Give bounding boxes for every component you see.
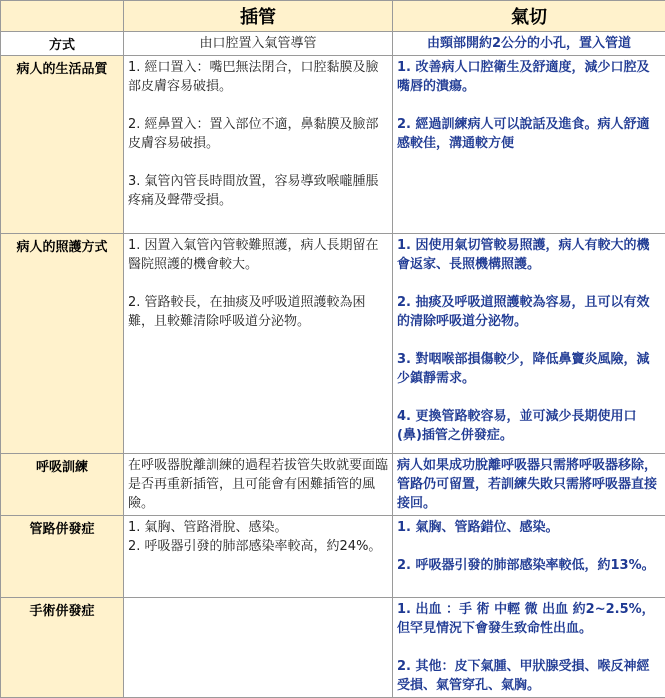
cell-text: 2. 經鼻置入：置入部位不適，鼻黏膜及臉部皮膚容易破損。 (128, 115, 388, 153)
intubation-cell (124, 516, 393, 598)
row-breathing-training (1, 454, 665, 516)
row-label: 手術併發症 (1, 598, 124, 698)
row-surgical-complications (1, 598, 665, 698)
row-tubing-complications (1, 516, 665, 598)
row-label: 病人的照護方式 (1, 234, 124, 454)
cell-text: 1. 出血 ：手 術 中輕 微 出血 約2~2.5%，但罕見情況下會發生致命性出血。 (397, 600, 661, 638)
method-label: 方式 (1, 32, 124, 56)
tracheotomy-cell (393, 454, 665, 516)
cell-text: 3. 對咽喉部損傷較少，降低鼻竇炎風險，減少鎮靜需求。 (397, 350, 661, 388)
method-tracheotomy: 由頸部開約2公分的小孔，置入管道 (393, 32, 665, 56)
method-row (1, 32, 665, 56)
intubation-cell (124, 234, 393, 454)
cell-text: 2. 呼吸器引發的肺部感染率較高，約24%。 (128, 537, 388, 556)
row-label: 呼吸訓練 (1, 454, 124, 516)
intubation-cell (124, 598, 393, 698)
row-label: 管路併發症 (1, 516, 124, 598)
cell-text: 在呼吸器脫離訓練的過程若拔管失敗就要面臨是否再重新插管，且可能會有困難插管的風險。 (128, 456, 388, 513)
cell-text: 2. 呼吸器引發的肺部感染率較低，約13%。 (397, 556, 661, 575)
header-intubation: 插管 (124, 1, 393, 32)
intubation-cell (124, 56, 393, 234)
cell-text: 2. 經過訓練病人可以說話及進食。病人舒適感較佳，溝通較方便 (397, 115, 661, 153)
header-tracheotomy: 氣切 (393, 1, 665, 32)
cell-text: 4. 更換管路較容易，並可減少長期使用口(鼻)插管之併發症。 (397, 407, 661, 445)
cell-text: 1. 因置入氣管內管較難照護，病人長期留在醫院照護的機會較大。 (128, 236, 388, 274)
row-quality-of-life (1, 56, 665, 234)
tracheotomy-cell (393, 56, 665, 234)
tracheotomy-cell (393, 234, 665, 454)
header-blank (1, 1, 124, 32)
cell-text: 病人如果成功脫離呼吸器只需將呼吸器移除，管路仍可留置，若訓練失敗只需將呼吸器直接接回。 (397, 456, 661, 513)
cell-text: 3. 氣管內管長時間放置，容易導致喉嚨腫脹疼痛及聲帶受損。 (128, 172, 388, 210)
row-care-method (1, 234, 665, 454)
cell-text: 2. 其他：皮下氣腫、甲狀腺受損、喉反神經受損、氣管穿孔、氣胸。 (397, 657, 661, 695)
method-intubation: 由口腔置入氣管導管 (124, 32, 393, 56)
tracheotomy-cell (393, 516, 665, 598)
row-label: 病人的生活品質 (1, 56, 124, 234)
cell-text: 1. 氣胸、管路滑脫、感染。 (128, 518, 388, 537)
header-row (1, 1, 665, 32)
cell-text: 2. 管路較長，在抽痰及呼吸道照護較為困難，且較難清除呼吸道分泌物。 (128, 293, 388, 331)
intubation-cell (124, 454, 393, 516)
cell-text: 2. 抽痰及呼吸道照護較為容易，且可以有效的清除呼吸道分泌物。 (397, 293, 661, 331)
cell-text: 1. 氣胸、管路錯位、感染。 (397, 518, 661, 537)
cell-text: 1. 經口置入：嘴巴無法閉合，口腔黏膜及臉部皮膚容易破損。 (128, 58, 388, 96)
cell-text: 1. 改善病人口腔衛生及舒適度，減少口腔及嘴唇的潰瘍。 (397, 58, 661, 96)
tracheotomy-cell (393, 598, 665, 698)
cell-text: 1. 因使用氣切管較易照護，病人有較大的機會返家、長照機構照護。 (397, 236, 661, 274)
